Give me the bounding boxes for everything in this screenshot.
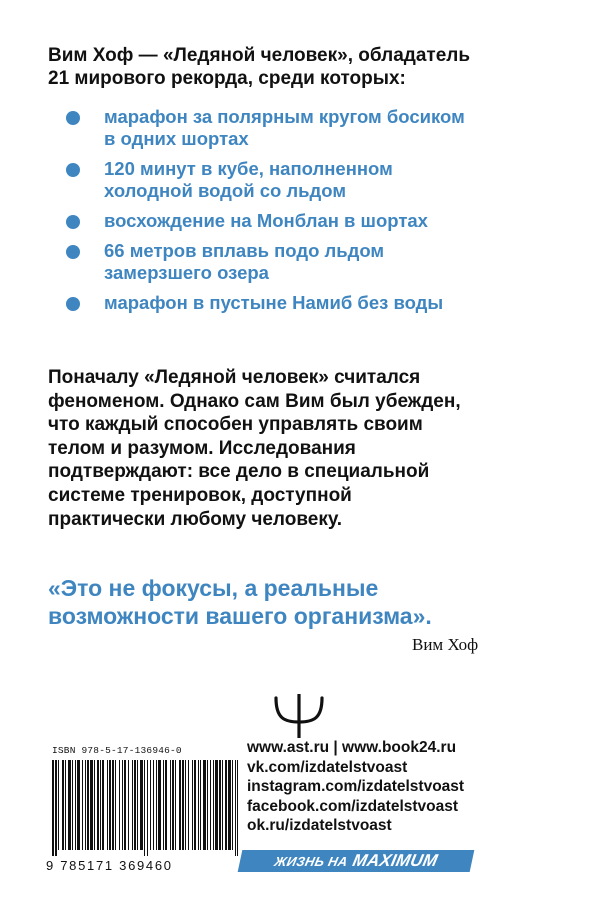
barcode-bar [77, 760, 80, 850]
barcode [52, 760, 238, 856]
isbn-digits: 9 785171 369460 [46, 858, 173, 873]
bullet-icon [66, 245, 80, 259]
barcode-bar [140, 760, 143, 850]
barcode-bar [210, 760, 211, 850]
barcode-bar [147, 760, 148, 856]
link-vk[interactable]: vk.com/izdatelstvoast [247, 758, 408, 776]
barcode-bar [192, 760, 193, 850]
barcode-bar [62, 760, 64, 850]
description-line: что каждый способен управлять своим [48, 414, 423, 436]
link-facebook[interactable]: facebook.com/izdatelstvoast [247, 797, 459, 815]
barcode-bar [225, 760, 227, 850]
barcode-bar [144, 760, 145, 856]
barcode-bar [222, 760, 223, 850]
barcode-bar [87, 760, 89, 850]
record-item [66, 106, 546, 150]
record-line: замерзшего озера [104, 262, 269, 283]
barcode-bar [172, 760, 174, 850]
intro-line: 21 мирового рекорда, среди которых: [48, 68, 406, 89]
series-logo-part1: ЖИЗНЬ НА [273, 853, 350, 869]
barcode-bar [165, 760, 167, 850]
publisher-links [247, 738, 567, 836]
barcode-bar [90, 760, 93, 850]
barcode-bar [235, 760, 236, 856]
series-logo [238, 850, 475, 872]
record-line: восхождение на Монблан в шортах [104, 210, 428, 231]
barcode-bar [55, 760, 57, 856]
record-line: марафон за полярным кругом босиком [104, 106, 465, 127]
record-line: холодной водой со льдом [104, 180, 347, 201]
bullet-icon [66, 163, 80, 177]
barcode-bar [158, 760, 161, 850]
psi-trident-icon [268, 692, 330, 740]
record-item [66, 210, 546, 232]
quote-line: «Это не фокусы, а реальные [48, 575, 379, 601]
barcode-bar [185, 760, 186, 850]
barcode-bar [58, 760, 59, 850]
barcode-bar [198, 760, 199, 850]
record-item [66, 240, 546, 284]
intro-text [48, 44, 568, 90]
barcode-bar [72, 760, 73, 850]
record-line: 66 метров вплавь подо льдом [104, 240, 385, 261]
barcode-bar [175, 760, 176, 850]
description-line: феноменом. Однако сам Вим был убежден, [48, 390, 461, 412]
description-line: подтверждают: все дело в специальной [48, 461, 430, 483]
barcode-bar [94, 760, 95, 850]
barcode-bar [163, 760, 164, 850]
barcode-bar [52, 760, 54, 856]
series-logo-part2: MAXIMUM [350, 851, 440, 870]
description-line: системе тренировок, доступной [48, 484, 352, 506]
records-list [66, 106, 546, 322]
barcode-bar [179, 760, 181, 850]
intro-line: Вим Хоф — «Ледяной человек», обладатель [48, 45, 471, 66]
barcode-bar [203, 760, 206, 850]
barcode-bar [85, 760, 86, 850]
barcode-bar [122, 760, 123, 850]
barcode-bar [207, 760, 208, 850]
barcode-bar [215, 760, 218, 850]
description-paragraph [48, 366, 548, 531]
barcode-bar [100, 760, 101, 850]
barcode-bar [194, 760, 196, 850]
barcode-bar [156, 760, 157, 850]
barcode-bar [102, 760, 104, 850]
bullet-icon [66, 297, 80, 311]
description-line: Поначалу «Ледяной человек» считался [48, 367, 421, 388]
barcode-bar [134, 760, 136, 850]
record-line: 120 минут в кубе, наполненном [104, 158, 393, 179]
record-item [66, 158, 546, 202]
barcode-bar [237, 760, 238, 856]
barcode-bar [228, 760, 231, 850]
barcode-bar [128, 760, 129, 850]
barcode-bar [213, 760, 214, 850]
quote-author: Вим Хоф [412, 635, 479, 654]
barcode-bar [97, 760, 99, 850]
link-ok[interactable]: ok.ru/izdatelstvoast [247, 817, 392, 835]
barcode-bar [188, 760, 189, 850]
description-line: практически любому человеку. [48, 508, 343, 530]
barcode-bar [109, 760, 111, 850]
link-instagram[interactable]: instagram.com/izdatelstvoast [247, 778, 465, 796]
barcode-bar [200, 760, 201, 850]
quote-line: возможности вашего организма». [48, 603, 432, 629]
bullet-icon [66, 215, 80, 229]
record-line: в одних шортах [104, 128, 249, 149]
barcode-bar [107, 760, 108, 850]
barcode-bar [137, 760, 138, 850]
record-item [66, 292, 546, 314]
barcode-bar [65, 760, 66, 850]
barcode-bar [82, 760, 83, 850]
description-line: телом и разумом. Исследования [48, 437, 356, 459]
barcode-bar [150, 760, 151, 850]
barcode-bar [132, 760, 133, 850]
barcode-bar [170, 760, 171, 850]
quote [48, 574, 568, 630]
isbn-label: ISBN 978-5-17-136946-0 [52, 745, 182, 756]
barcode-bar [124, 760, 126, 850]
link-websites[interactable]: www.ast.ru | www.book24.ru [247, 739, 457, 756]
bullet-icon [66, 111, 80, 125]
barcode-bar [75, 760, 76, 850]
barcode-bar [119, 760, 120, 850]
barcode-bar [182, 760, 184, 850]
barcode-bar [219, 760, 221, 850]
barcode-bar [153, 760, 154, 850]
record-line: марафон в пустыне Намиб без воды [104, 292, 444, 313]
barcode-bar [115, 760, 116, 850]
barcode-bar [112, 760, 114, 850]
barcode-bar [232, 760, 233, 850]
barcode-bar [68, 760, 71, 850]
